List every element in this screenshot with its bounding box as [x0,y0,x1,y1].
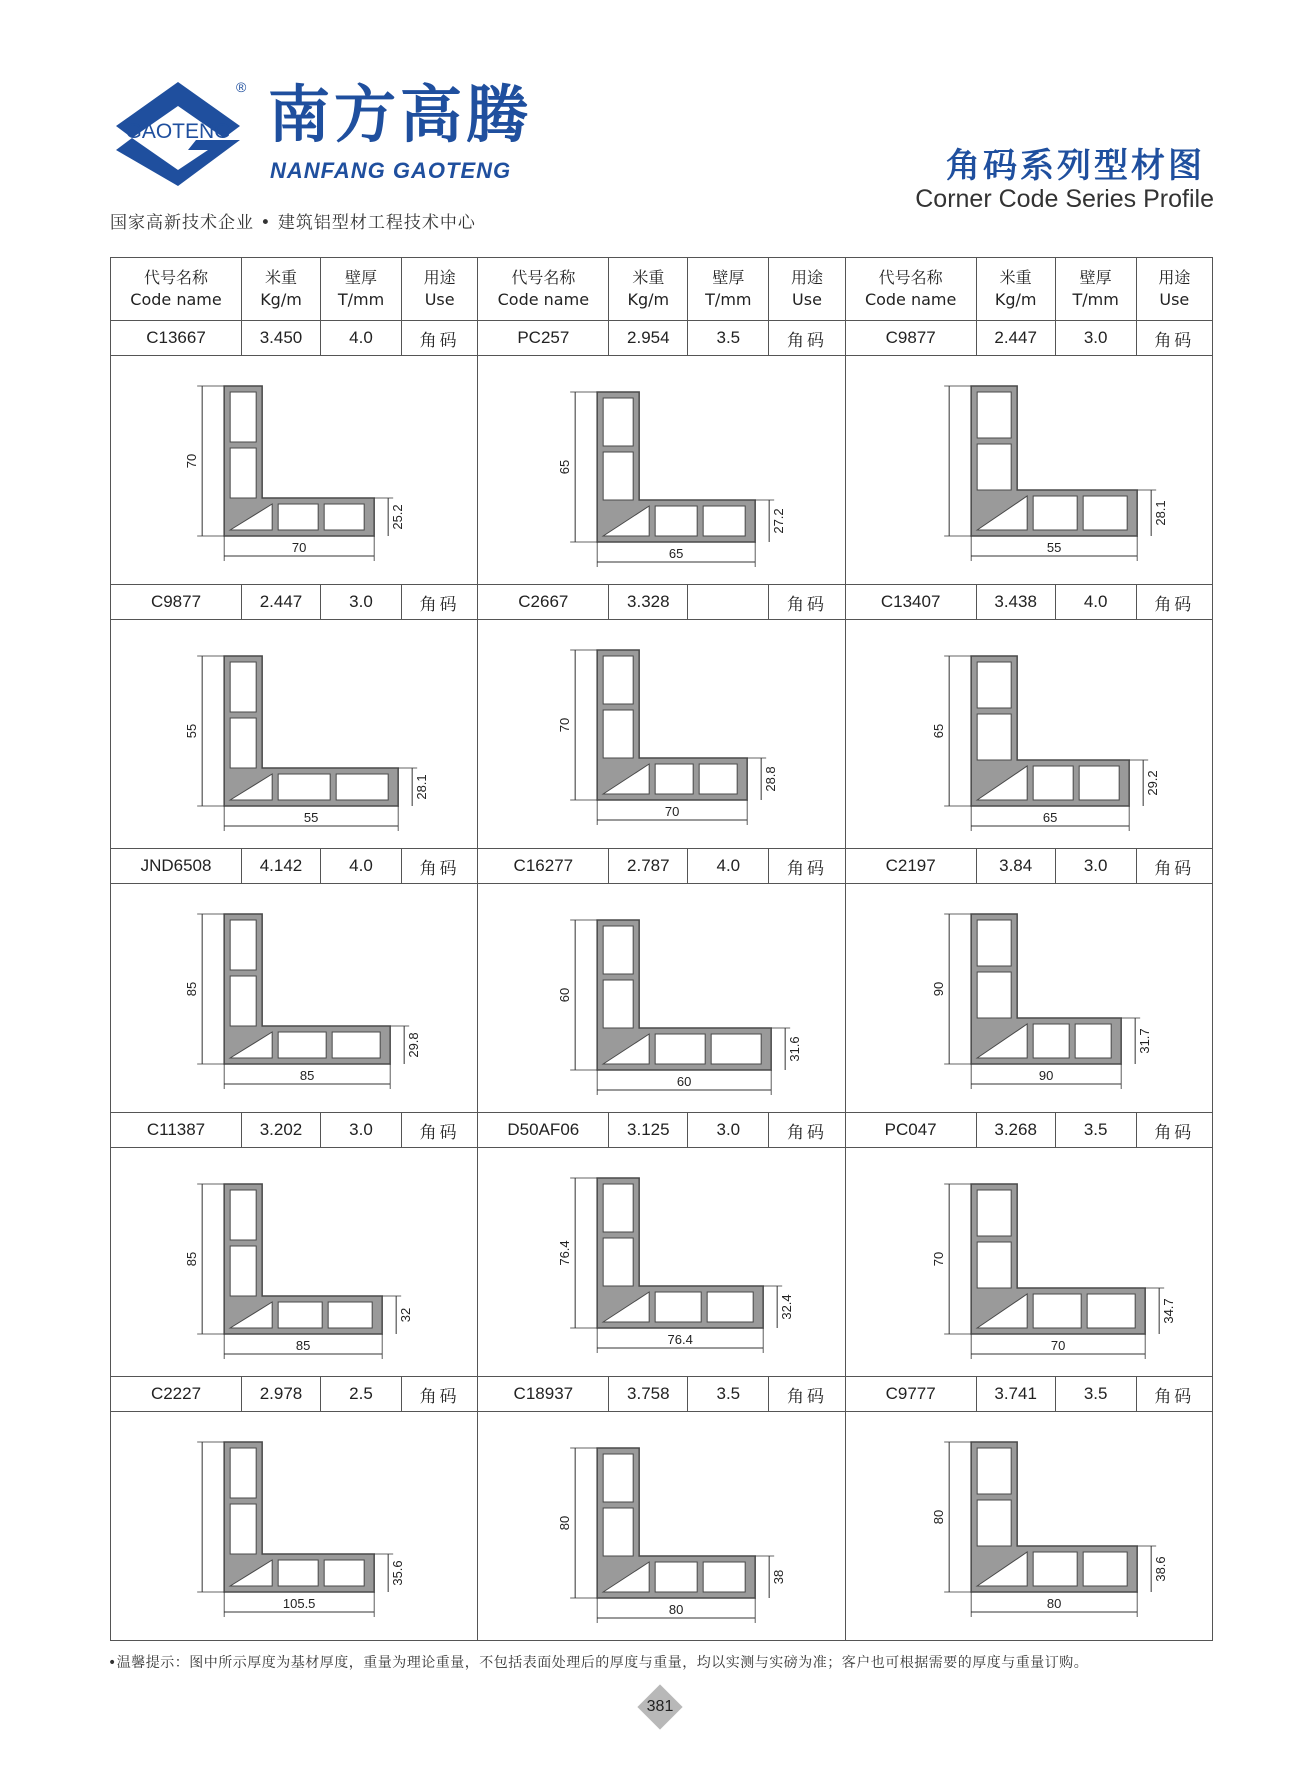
profile-info [845,321,1212,355]
profile-use: 角码 [768,1377,844,1411]
profile-code: D50AF06 [507,1120,580,1139]
profile-code: C9877 [885,328,936,347]
header-code-en: Code name [864,290,957,309]
profile-weight: 2.787 [608,849,687,883]
dimension-label: 60 [557,987,573,1003]
profile-drawing [845,884,1212,1112]
dimension-label: 65 [930,723,946,739]
header-thickness-cn: 壁厚 [344,268,377,287]
profile-info [477,849,844,883]
drawing-row [111,356,1212,585]
drawing-row [111,1412,1212,1640]
profile-info [111,1377,477,1411]
profile-thickness: 4.0 [320,321,401,355]
profile-thickness: 3.0 [687,1113,768,1147]
profile-use: 角码 [768,321,844,355]
profile-weight: 3.125 [608,1113,687,1147]
profile-weight: 2.447 [241,585,320,619]
header-use [768,258,844,320]
dimension-label: 38.6 [1152,1556,1168,1582]
profile-drawing [111,356,477,584]
header-code-cn: 代号名称 [511,268,576,287]
header-thickness-en: T/mm [1072,290,1119,309]
header-code-en: Code name [497,290,590,309]
profile-info [111,1113,477,1147]
dimension-label: 70 [665,804,680,819]
profile-info [111,849,477,883]
profile-code: C2197 [885,856,936,875]
dimension-label: 65 [557,459,573,475]
profile-cross-section [846,620,1212,848]
dimension-label: 85 [184,1251,200,1267]
profile-drawing [111,884,477,1112]
header-thickness [1055,258,1136,320]
header-weight-cn: 米重 [632,268,665,287]
profile-use: 角码 [768,849,844,883]
header-thickness-en: T/mm [705,290,752,309]
header-weight-en: Kg/m [260,290,302,309]
logo-text: GAOTENG [125,120,231,143]
header-group [111,258,477,320]
header-use [401,258,477,320]
dimension-label: 38 [771,1569,787,1585]
dimension-label: 32 [398,1307,414,1323]
header-use-en: Use [424,290,455,309]
header-weight-en: Kg/m [994,290,1037,309]
header-weight [608,258,687,320]
profile-code: C11387 [146,1120,206,1139]
header-thickness-en: T/mm [337,290,385,309]
tagline: 国家高新技术企业 • 建筑铝型材工程技术中心 [110,213,476,233]
page-title-cn: 角码系列型材图 [946,146,1205,186]
profile-use: 角码 [401,321,477,355]
info-row [111,1377,1212,1412]
header-code-en: Code name [130,290,222,309]
header-code [846,258,976,320]
profile-drawing [111,1412,477,1640]
dimension-label: 70 [1050,1338,1066,1353]
profile-weight: 3.758 [608,1377,687,1411]
profile-cross-section [478,1412,844,1640]
dimension-label: 31.6 [787,1036,803,1062]
profile-use: 角码 [1136,1113,1212,1147]
header-thickness-cn: 壁厚 [1079,268,1112,287]
registered-mark: ® [236,79,247,95]
profile-weight: 2.447 [976,321,1055,355]
dimension-label: 35.6 [390,1560,406,1586]
dimension-label: 76.4 [557,1240,573,1266]
profile-code: C13667 [146,328,206,347]
profile-info [477,321,844,355]
dimension-label: 29.8 [406,1032,422,1058]
profile-use: 角码 [401,849,477,883]
dimension-label: 29.2 [1144,770,1160,796]
profile-info [845,1377,1212,1411]
profile-drawing [477,1412,844,1640]
profile-thickness: 3.0 [320,1113,401,1147]
profile-cross-section [478,1148,844,1376]
drawing-row [111,620,1212,849]
profile-code: C2667 [518,592,569,611]
profile-use: 角码 [401,1377,477,1411]
profile-thickness [687,585,768,619]
dimension-label: 70 [557,717,573,733]
profile-weight: 3.741 [976,1377,1055,1411]
profile-info [111,321,477,355]
dimension-label: 70 [184,453,200,469]
profile-info [845,849,1212,883]
profile-code: C16277 [513,856,574,875]
dimension-label: 105.5 [282,1596,316,1611]
header-use [1136,258,1212,320]
header-use-cn: 用途 [790,268,823,287]
brand-name-en: NANFANG GAOTENG [270,158,512,183]
profile-drawing [111,1148,477,1376]
profile-code: C2227 [150,1384,202,1403]
profile-weight: 3.438 [976,585,1055,619]
dimension-label: 65 [669,546,684,561]
dimension-label: 85 [184,981,200,997]
profile-cross-section [846,1148,1212,1376]
profile-thickness: 4.0 [687,849,768,883]
drawing-row [111,1148,1212,1377]
header-weight [976,258,1055,320]
profile-drawing [477,356,844,584]
page-number [638,1685,682,1729]
dimension-label: 28.8 [763,766,779,792]
profile-code: PC047 [884,1120,937,1139]
profile-drawing [845,356,1212,584]
profile-weight: 3.328 [608,585,687,619]
profile-cross-section [846,1412,1212,1640]
brand-name-cn: 南方高腾 [268,78,533,151]
dimension-label: 25.2 [390,504,406,530]
dimension-label: 90 [930,981,946,997]
dimension-label: 34.7 [1160,1298,1176,1324]
profile-thickness: 3.0 [1055,321,1136,355]
info-row [111,585,1212,620]
profile-weight: 2.954 [608,321,687,355]
profile-drawing [477,1148,844,1376]
header-thickness [687,258,768,320]
profile-use: 角码 [1136,849,1212,883]
header-weight-en: Kg/m [627,290,670,309]
dimension-label: 32.4 [779,1294,795,1320]
brand-logo [108,78,248,193]
header-thickness-cn: 壁厚 [712,268,745,287]
header-code-cn: 代号名称 [878,268,943,287]
profile-code: C13407 [880,592,941,611]
header-use-en: Use [1159,290,1190,309]
dimension-label: 55 [1046,540,1062,555]
profile-code: C9877 [150,592,202,611]
header-use-en: Use [792,290,822,309]
header-weight-cn: 米重 [999,268,1032,287]
profile-drawing [845,1148,1212,1376]
profile-weight: 3.268 [976,1113,1055,1147]
profile-thickness: 3.0 [320,585,401,619]
profile-weight: 3.84 [976,849,1055,883]
profile-info [845,585,1212,619]
dimension-label: 90 [1038,1068,1054,1083]
profile-code: C9777 [885,1384,936,1403]
header-weight [241,258,320,320]
info-row [111,849,1212,884]
profile-cross-section [111,620,477,848]
header-code-cn: 代号名称 [143,268,208,287]
dimension-label: 55 [184,723,200,739]
dimension-label: 70 [930,1251,946,1267]
profile-thickness: 2.5 [320,1377,401,1411]
profile-info [477,1377,844,1411]
profile-drawing [111,620,477,848]
profile-thickness: 4.0 [320,849,401,883]
profile-use: 角码 [1136,1377,1212,1411]
profile-use: 角码 [768,585,844,619]
profile-use: 角码 [1136,321,1212,355]
table-header [111,258,1212,321]
profile-table [110,257,1213,1641]
profile-cross-section [111,1412,477,1640]
profile-cross-section [478,620,844,848]
profile-cross-section [478,356,844,584]
dimension-label: 85 [299,1068,315,1083]
profile-thickness: 3.5 [687,1377,768,1411]
profile-cross-section [846,356,1212,584]
profile-code: PC257 [517,328,570,347]
dimension-label: 60 [677,1074,692,1089]
profile-cross-section [111,1148,477,1376]
dimension-label: 70 [291,540,307,555]
profile-cross-section [111,356,477,584]
profile-drawing [845,620,1212,848]
info-row [111,321,1212,356]
profile-use: 角码 [401,585,477,619]
footnote: •温馨提示：图中所示厚度为基材厚度，重量为理论重量，不包括表面处理后的厚度与重量，均以实测与实磅为准；客户也可根据需要的厚度与重量订购。 [108,1655,1089,1671]
profile-code: JND6508 [140,856,212,875]
profile-cross-section [111,884,477,1112]
dimension-label: 55 [303,810,319,825]
profile-thickness: 3.5 [687,321,768,355]
drawing-row [111,884,1212,1113]
profile-use: 角码 [401,1113,477,1147]
header-use-cn: 用途 [423,268,456,287]
profile-info [477,585,844,619]
profile-info [845,1113,1212,1147]
profile-thickness: 4.0 [1055,585,1136,619]
profile-cross-section [846,884,1212,1112]
header-code [478,258,608,320]
profile-drawing [845,1412,1212,1640]
profile-drawing [477,620,844,848]
profile-weight: 3.202 [241,1113,320,1147]
dimension-label: 31.7 [1136,1028,1152,1054]
dimension-label: 80 [1046,1596,1062,1611]
profile-info [477,1113,844,1147]
profile-cross-section [478,884,844,1112]
page-number-label: 381 [646,1698,674,1715]
dimension-label: 85 [295,1338,311,1353]
dimension-label: 28.1 [414,774,430,800]
page-title-en: Corner Code Series Profile [915,185,1214,213]
profile-weight: 2.978 [241,1377,320,1411]
dimension-label: 28.1 [1152,500,1168,526]
profile-code: C18937 [513,1384,574,1403]
profile-info [111,585,477,619]
profile-thickness: 3.5 [1055,1113,1136,1147]
profile-use: 角码 [1136,585,1212,619]
header-use-cn: 用途 [1158,268,1191,287]
profile-thickness: 3.0 [1055,849,1136,883]
dimension-label: 80 [669,1602,684,1617]
dimension-label: 27.2 [771,508,787,534]
header-thickness [320,258,401,320]
profile-use: 角码 [768,1113,844,1147]
dimension-label: 80 [557,1515,573,1531]
dimension-label: 65 [1042,810,1058,825]
profile-thickness: 3.5 [1055,1377,1136,1411]
profile-weight: 3.450 [241,321,320,355]
header-code [111,258,241,320]
profile-drawing [477,884,844,1112]
dimension-label: 76.4 [667,1332,694,1347]
header-group [845,258,1212,320]
header-weight-cn: 米重 [264,268,297,287]
dimension-label: 80 [930,1509,946,1525]
profile-weight: 4.142 [241,849,320,883]
header-group [477,258,844,320]
info-row [111,1113,1212,1148]
